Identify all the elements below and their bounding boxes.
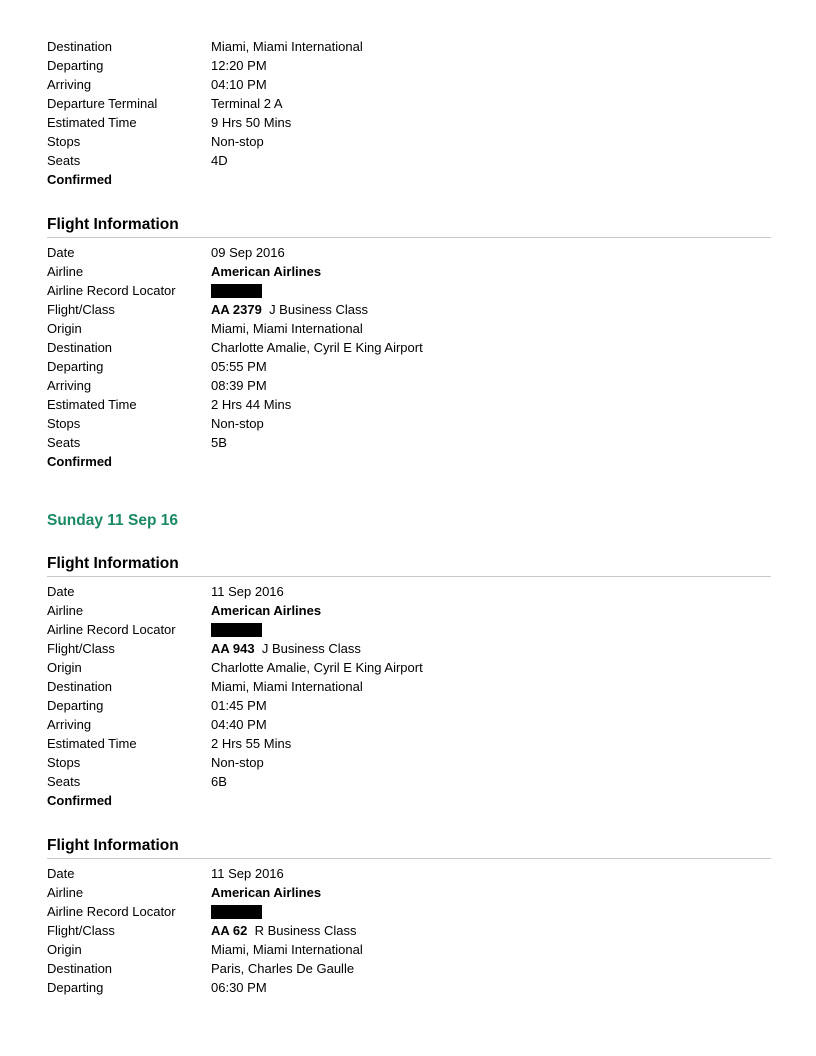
estimated-time-row [47,395,771,414]
destination-value: Charlotte Amalie, Cyril E King Airport [211,340,423,355]
arriving-label: Arriving [47,77,92,92]
status-confirmed: Confirmed [47,172,112,187]
class-value: R Business Class [254,923,357,938]
departing-label: Departing [47,698,104,713]
departure-terminal-row [47,94,771,113]
arriving-row [47,75,771,94]
estimated-time-value: 9 Hrs 50 Mins [211,115,292,130]
date-label: Date [47,584,75,599]
destination-label: Destination [47,39,113,54]
flight-number: AA 62 [211,923,248,938]
itinerary-page [47,37,771,997]
stops-row [47,753,771,772]
destination-value: Miami, Miami International [211,39,363,54]
seats-value: 6B [211,774,227,789]
seats-row [47,772,771,791]
record-locator-label: Airline Record Locator [47,622,176,637]
flight-info-section-3 [47,836,771,997]
date-label: Date [47,866,75,881]
departing-value: 06:30 PM [211,980,267,995]
flight-class-row [47,300,771,319]
flight-class-label: Flight/Class [47,641,115,656]
status-confirmed: Confirmed [47,793,112,808]
departing-row [47,56,771,75]
origin-label: Origin [47,321,82,336]
flight-class-label: Flight/Class [47,302,115,317]
date-label: Date [47,245,75,260]
estimated-time-label: Estimated Time [47,115,137,130]
flight-class-row [47,921,771,940]
departing-label: Departing [47,980,104,995]
record-locator-label: Airline Record Locator [47,904,176,919]
departure-terminal-value: Terminal 2 A [211,96,283,111]
stops-label: Stops [47,416,81,431]
origin-value: Miami, Miami International [211,321,363,336]
date-value: 09 Sep 2016 [211,245,285,260]
departure-terminal-label: Departure Terminal [47,96,158,111]
seats-label: Seats [47,153,81,168]
flight-info-section-1 [47,215,771,471]
departing-row [47,696,771,715]
destination-row [47,37,771,56]
stops-value: Non-stop [211,416,264,431]
origin-value: Miami, Miami International [211,942,363,957]
record-locator-row [47,902,771,921]
estimated-time-label: Estimated Time [47,736,137,751]
stops-row [47,414,771,433]
airline-label: Airline [47,264,84,279]
estimated-time-row [47,734,771,753]
section-title: Flight Information [47,836,771,859]
stops-label: Stops [47,134,81,149]
arriving-value: 04:40 PM [211,717,267,732]
record-locator-row [47,281,771,300]
destination-label: Destination [47,961,113,976]
date-row [47,864,771,883]
arriving-row [47,376,771,395]
origin-label: Origin [47,660,82,675]
departing-value: 05:55 PM [211,359,267,374]
class-value: J Business Class [261,641,361,656]
flight-number: AA 2379 [211,302,262,317]
destination-label: Destination [47,340,113,355]
record-locator-row [47,620,771,639]
arriving-label: Arriving [47,378,92,393]
seats-value: 5B [211,435,227,450]
departing-row [47,357,771,376]
arriving-value: 08:39 PM [211,378,267,393]
airline-label: Airline [47,885,84,900]
airline-row [47,883,771,902]
status-confirmed: Confirmed [47,454,112,469]
flight-info-section-2 [47,554,771,810]
origin-value: Charlotte Amalie, Cyril E King Airport [211,660,423,675]
airline-row [47,601,771,620]
class-value: J Business Class [269,302,369,317]
estimated-time-value: 2 Hrs 44 Mins [211,397,292,412]
airline-label: Airline [47,603,84,618]
flight-number: AA 943 [211,641,255,656]
origin-row [47,319,771,338]
estimated-time-value: 2 Hrs 55 Mins [211,736,292,751]
airline-value: American Airlines [211,603,322,618]
airline-row [47,262,771,281]
date-row [47,582,771,601]
arriving-row [47,715,771,734]
origin-row [47,940,771,959]
redacted-locator [211,905,262,919]
destination-label: Destination [47,679,113,694]
stops-label: Stops [47,755,81,770]
flight-class-row [47,639,771,658]
arriving-label: Arriving [47,717,92,732]
seats-row [47,433,771,452]
redacted-locator [211,623,262,637]
seats-value: 4D [211,153,228,168]
day-heading: Sunday 11 Sep 16 [47,512,178,529]
stops-value: Non-stop [211,134,264,149]
destination-row [47,959,771,978]
seats-row [47,151,771,170]
stops-value: Non-stop [211,755,264,770]
redacted-locator [211,284,262,298]
estimated-time-label: Estimated Time [47,397,137,412]
arriving-value: 04:10 PM [211,77,267,92]
flight-class-label: Flight/Class [47,923,115,938]
section-title: Flight Information [47,554,771,577]
departing-value: 12:20 PM [211,58,267,73]
stops-row [47,132,771,151]
date-row [47,243,771,262]
destination-row [47,338,771,357]
airline-value: American Airlines [211,885,322,900]
flight-details-continued [47,37,771,189]
section-title: Flight Information [47,215,771,238]
seats-label: Seats [47,435,81,450]
origin-label: Origin [47,942,82,957]
record-locator-label: Airline Record Locator [47,283,176,298]
date-value: 11 Sep 2016 [211,584,284,599]
destination-row [47,677,771,696]
departing-label: Departing [47,359,104,374]
departing-label: Departing [47,58,104,73]
destination-value: Paris, Charles De Gaulle [211,961,355,976]
departing-value: 01:45 PM [211,698,267,713]
origin-row [47,658,771,677]
airline-value: American Airlines [211,264,322,279]
date-value: 11 Sep 2016 [211,866,284,881]
estimated-time-row [47,113,771,132]
destination-value: Miami, Miami International [211,679,363,694]
seats-label: Seats [47,774,81,789]
departing-row [47,978,771,997]
